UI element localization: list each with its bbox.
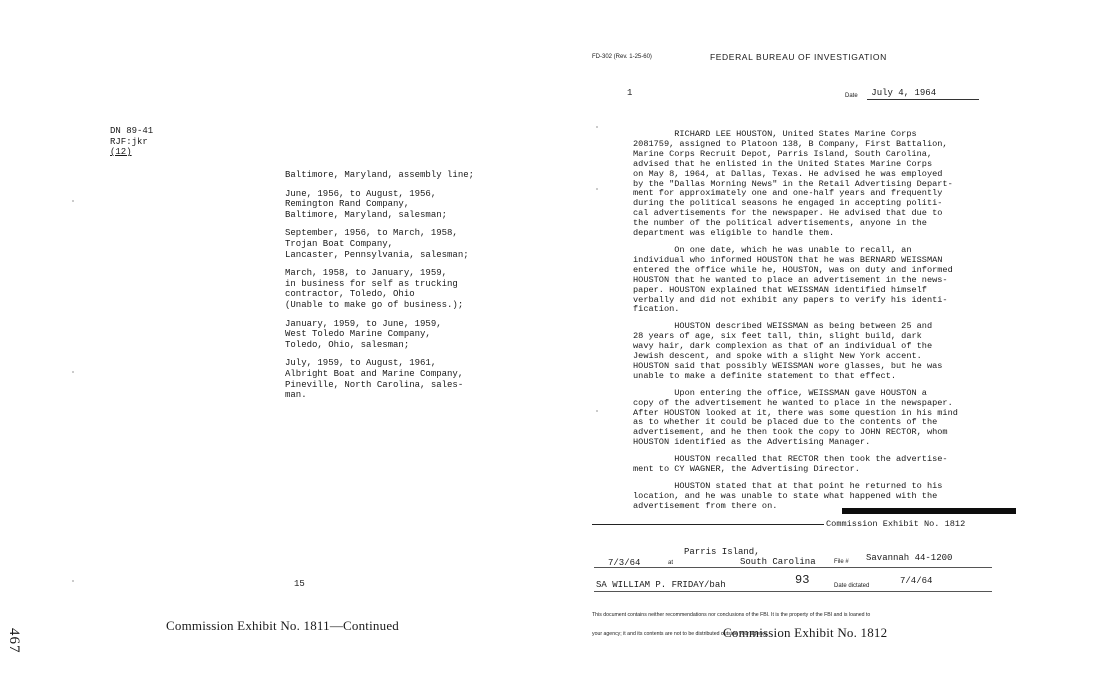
interview-paragraph: [633, 246, 958, 315]
form-code: FD-302 (Rev. 1-25-60): [592, 54, 652, 60]
employment-line: Pineville, North Carolina, sales-: [285, 379, 464, 390]
employment-line: contractor, Toledo, Ohio: [285, 289, 415, 300]
interview-paragraph: [633, 455, 958, 475]
paragraph-line: Jewish descent, and spoke with a slight New York accent.: [633, 351, 922, 362]
paragraph-line: the number of the political advertisements, anyone in the: [633, 218, 927, 229]
file-number: DN 89-41: [110, 126, 154, 136]
employment-line: (Unable to make go of business.);: [285, 299, 464, 310]
interview-date: 7/3/64: [608, 558, 641, 568]
employment-entry: [285, 170, 474, 181]
file-label: File #: [834, 559, 849, 565]
employment-line: Baltimore, Maryland, assembly line;: [285, 170, 475, 180]
paragraph-line: advised that he enlisted in the United States Marine Corps: [633, 158, 933, 169]
employment-line: July, 1959, to August, 1961,: [285, 358, 437, 369]
paragraph-line: unable to make a definite statement to that effect.: [633, 370, 897, 381]
scan-speck: [596, 410, 598, 412]
stamped-page-number: 93: [795, 573, 810, 587]
paragraph-line: advertisement, and he then took the copy to JOHN RECTOR, whom: [633, 427, 948, 438]
paragraph-line: individual who informed HOUSTON that he was BERNARD WEISSMAN: [633, 254, 943, 265]
file-number-field: Savannah 44-1200: [866, 553, 953, 563]
paragraph-line: HOUSTON stated that at that point he returned to his: [633, 481, 943, 491]
at-label: at: [668, 560, 674, 566]
employment-entry: [285, 268, 474, 310]
paragraph-line: ment to CY WAGNER, the Advertising Director.: [633, 464, 860, 475]
paragraph-line: ment for approximately one and one-half years and frequently: [633, 188, 943, 199]
paragraph-line: Marine Corps Recruit Depot, Parris Island, South Carolina,: [633, 148, 933, 159]
dictated-label: Date dictated: [834, 583, 870, 589]
right-exhibit-caption: [723, 625, 887, 641]
paragraph-line: entered the office while he, HOUSTON, was on duty and informed: [633, 264, 953, 275]
employment-line: September, 1956, to March, 1958,: [285, 228, 458, 239]
form-line: [594, 591, 992, 592]
interview-paragraph: [633, 322, 958, 381]
left-page-number: 15: [294, 579, 305, 589]
paragraph-line: HOUSTON described WEISSMAN as being between 25 and: [633, 321, 933, 332]
scan-speck: [72, 371, 74, 373]
employment-line: Lancaster, Pennsylvania, salesman;: [285, 249, 469, 260]
employment-line: Albright Boat and Marine Company,: [285, 368, 464, 379]
scan-speck: [596, 188, 598, 190]
employment-entry: [285, 228, 474, 260]
employment-line: March, 1958, to January, 1959,: [285, 268, 448, 279]
serial-number: (12): [110, 147, 132, 158]
interview-body: [633, 130, 958, 519]
paragraph-line: cal advertisements for the newspaper. He advised that due to: [633, 208, 943, 219]
employment-entry: [285, 319, 474, 351]
left-caption-text: Commission Exhibit No. 1811—Continued: [166, 618, 399, 633]
exhibit-stamp: Commission Exhibit No. 1812: [826, 519, 966, 529]
paragraph-line: as to whether it could be placed due to the contents of the: [633, 417, 938, 428]
redaction-bar: [842, 508, 1016, 514]
paragraph-line: HOUSTON recalled that RECTOR then took the advertise-: [633, 454, 948, 465]
place-line-2: South Carolina: [740, 557, 816, 567]
margin-page-number: 467: [6, 628, 22, 654]
date-value: July 4, 1964: [867, 88, 979, 100]
page-marker: 1: [627, 88, 633, 98]
paragraph-line: by the "Dallas Morning News" in the Retail Advertising Depart-: [633, 178, 953, 189]
place-line-1: Parris Island,: [684, 547, 760, 557]
scan-speck: [72, 580, 74, 582]
employment-line: Toledo, Ohio, salesman;: [285, 339, 410, 350]
interview-paragraph: [633, 130, 958, 239]
employment-line: West Toledo Marine Company,: [285, 329, 431, 340]
paragraph-line: department was eligible to handle them.: [633, 228, 835, 239]
employment-line: Baltimore, Maryland, salesman;: [285, 209, 448, 220]
paragraph-line: verbally and did not exhibit any papers to verify his identi-: [633, 294, 948, 305]
disclaimer-line: This document contains neither recommendations nor conclusions of the FBI. It is the property of the FBI and is loaned to: [592, 611, 871, 618]
paragraph-line: Upon entering the office, WEISSMAN gave HOUSTON a: [633, 387, 927, 398]
paragraph-line: wavy hair, dark complexion as that of an individual of the: [633, 341, 933, 352]
disclaimer-line: your agency; it and its contents are not to be distributed outside your agency.: [592, 631, 769, 638]
right-caption-text: Commission Exhibit No. 1812: [723, 625, 888, 640]
file-reference: [110, 126, 153, 158]
interview-paragraph: [633, 389, 958, 448]
employment-history: [285, 170, 474, 409]
initials: RJF:jkr: [110, 136, 148, 147]
date-row: [845, 82, 983, 100]
employment-entry: [285, 189, 474, 221]
paragraph-line: location, and he was unable to state what happened with the: [633, 490, 938, 501]
employment-line: in business for self as trucking: [285, 278, 458, 289]
agent-name: SA WILLIAM P. FRIDAY/bah: [596, 580, 726, 590]
paragraph-line: HOUSTON identified as the Advertising Manager.: [633, 437, 871, 448]
employment-line: Trojan Boat Company,: [285, 238, 394, 249]
paragraph-line: HOUSTON that he wanted to place an advertisement in the news-: [633, 274, 948, 285]
paragraph-line: paper. HOUSTON explained that WEISSMAN identified himself: [633, 284, 927, 295]
paragraph-line: copy of the advertisement he wanted to place in the newspaper.: [633, 397, 953, 408]
paragraph-line: fication.: [633, 304, 680, 315]
paragraph-line: After HOUSTON looked at it, there was some question in his mind: [633, 407, 958, 418]
paragraph-line: On one date, which he was unable to recall, an: [633, 244, 912, 255]
employment-line: man.: [285, 390, 307, 401]
employment-line: Remington Rand Company,: [285, 199, 410, 210]
paragraph-line: 28 years of age, six feet tall, thin, slight build, dark: [633, 331, 922, 342]
employment-line: June, 1956, to August, 1956,: [285, 188, 437, 199]
scan-speck: [72, 200, 74, 202]
employment-entry: [285, 358, 474, 400]
scan-speck: [596, 126, 598, 128]
paragraph-line: HOUSTON said that possibly WEISSMAN wore glasses, but he was: [633, 360, 943, 371]
paragraph-line: on May 8, 1964, at Dallas, Texas. He advised he was employed: [633, 168, 943, 179]
date-label: Date: [845, 93, 858, 99]
paragraph-line: advertisement from there on.: [633, 500, 778, 511]
left-exhibit-caption: [166, 618, 399, 634]
employment-line: January, 1959, to June, 1959,: [285, 318, 442, 329]
form-divider: [592, 524, 824, 525]
form-line: [594, 567, 992, 568]
agency-header: FEDERAL BUREAU OF INVESTIGATION: [710, 52, 887, 62]
paragraph-line: 2081759, assigned to Platoon 138, B Company, First Battalion,: [633, 138, 948, 149]
dictated-date: 7/4/64: [900, 576, 933, 586]
paragraph-line: RICHARD LEE HOUSTON, United States Marine Corps: [633, 129, 917, 139]
paragraph-line: during the political seasons he engaged in accepting politi-: [633, 198, 943, 209]
